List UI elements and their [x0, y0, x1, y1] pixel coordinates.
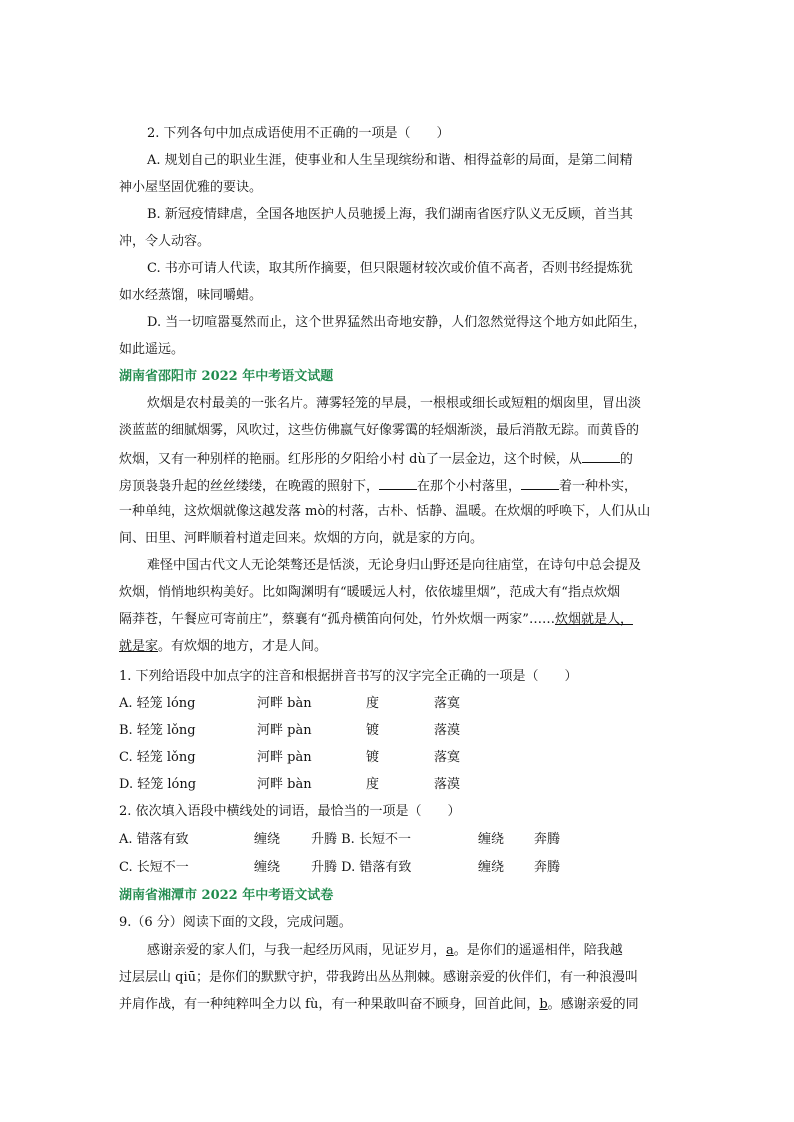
q1-option-c-col4: 落寞	[434, 750, 461, 765]
passage-line1-text: 感谢亲爱的家人们，与我一起经历风雨，见证岁月，	[147, 943, 447, 958]
option-d-line1: D. 当一切喧嚣戛然而止，这个世界猛然出奇地安静，人们忽然觉得这个地方如此陌生，	[147, 315, 647, 330]
q1-option-a-col2: 河畔 bàn	[257, 696, 312, 711]
q1-option-c-col3: 镀	[366, 750, 380, 765]
paragraph1-line4	[119, 477, 637, 495]
paragraph1-line5: 一种单纯，这炊烟就像这越发落 mò的村落，古朴、恬静、温暖。在炊烟的呼唤下，人们从山	[119, 504, 651, 519]
fill-blank-3	[521, 477, 559, 490]
q1-option-c-col1: C. 轻笼 lǒng	[119, 750, 196, 765]
q2-row2-c: 升腾 D. 错落有致	[311, 860, 412, 875]
q1-option-d-col4: 落漠	[434, 777, 461, 792]
paragraph2-line2: 炊烟，悄悄地织构美好。比如陶渊明有“暖暖远人村，依依墟里烟”，范成大有“指点炊烟	[119, 585, 620, 600]
q2-row2-b: 缠绕	[254, 860, 281, 875]
passage-line3-text: 并肩作战，有一种纯粹叫全力以 fù，有一种果敢叫奋不顾身，回首此间，	[119, 997, 540, 1012]
q1-option-b-col2: 河畔 pàn	[257, 723, 312, 738]
paragraph1-line4-text-a: 房顶袅袅升起的丝丝缕缕，在晚霞的照射下，	[119, 479, 380, 494]
q2-row1-d: 缠绕	[478, 832, 505, 847]
question-2-stem: 2. 下列各句中加点成语使用不正确的一项是（ ）	[147, 126, 450, 141]
option-d-line2: 如此遥远。	[119, 342, 185, 357]
question-9-stem: 9.（6 分）阅读下面的文段，完成问题。	[119, 915, 352, 930]
paragraph1-line6: 间、田里、河畔顺着村道走回来。炊烟的方向，就是家的方向。	[119, 531, 484, 546]
paragraph2-line3-text: 隔莽苍，午餐应可寄前庄”，蔡襄有“孤舟横笛向何处，竹外炊烟一两家”……	[119, 612, 555, 627]
option-c-line2: 如水经蒸馏，味同嚼蜡。	[119, 288, 263, 303]
q1-option-d-col2: 河畔 bàn	[257, 777, 312, 792]
q2-row1-e: 奔腾	[534, 832, 561, 847]
blank-label-a: a	[446, 943, 454, 958]
passage-line2: 过层层山 qiū；是你们的默默守护，带我跨出丛丛荆棘。感谢亲爱的伙伴们，有一种浪漫叫	[119, 970, 638, 985]
q2-row1-b: 缠绕	[254, 832, 281, 847]
section-heading-shaoyang: 湖南省邵阳市 2022 年中考语文试题	[119, 369, 334, 384]
paragraph1-line3-text: 炊烟，又有一种别样的艳丽。红彤彤的夕阳给小村 dù了一层金边，这个时候，从	[119, 452, 582, 467]
q1-option-d-col3: 度	[366, 777, 380, 792]
option-a-line1: A. 规划自己的职业生涯，使事业和人生呈现缤纷和谐、相得益彰的局面，是第二间精	[147, 153, 633, 168]
q2-row2-a: C. 长短不一	[119, 860, 189, 875]
paragraph1-line2: 淡蓝蓝的细腻烟雾，风吹过，这些仿佛嬴气好像雾霭的轻烟渐淡，最后消散无踪。而黄昏的	[119, 423, 640, 438]
paragraph1-line1: 炊烟是农村最美的一张名片。薄雾轻笼的早晨，一根根或细长或短粗的烟囱里，冒出淡	[147, 396, 642, 411]
question-2b-stem: 2. 依次填入语段中横线处的词语，最恰当的一项是（ ）	[119, 804, 461, 819]
passage-line1	[147, 943, 623, 959]
q1-option-a-col3: 度	[366, 696, 380, 711]
question-1-stem: 1. 下列给语段中加点字的注音和根据拼音书写的汉字完全正确的一项是（ ）	[119, 669, 578, 684]
blank-label-b: b	[539, 997, 548, 1012]
paragraph2-line4-text: 。有炊烟的地方，才是人间。	[158, 639, 328, 654]
fill-blank-1	[582, 450, 620, 463]
option-b-line1: B. 新冠疫情肆虐，全国各地医护人员驰援上海，我们湖南省医疗队义无反顾，首当其	[147, 207, 633, 222]
q2-row2-e: 奔腾	[534, 860, 561, 875]
option-b-line2: 冲，令人动容。	[119, 234, 211, 249]
section-heading-xiangtan: 湖南省湘潭市 2022 年中考语文试卷	[119, 888, 334, 903]
passage-line3-tail: 。感谢亲爱的同	[547, 997, 639, 1012]
underlined-sentence-part1: 炊烟就是人，	[554, 612, 633, 627]
q1-option-a-col4: 落寞	[434, 696, 461, 711]
fill-blank-2	[379, 477, 417, 490]
passage-line3	[119, 997, 639, 1013]
q2-row1-a: A. 错落有致	[119, 832, 189, 847]
paragraph1-line4-text-b: 在那个小村落里，	[417, 479, 522, 494]
paragraph2-line1: 难怪中国古代文人无论桀骜还是恬淡，无论身归山野还是向往庙堂，在诗句中总会提及	[147, 558, 642, 573]
q1-option-b-col4: 落漠	[434, 723, 461, 738]
paragraph2-line3	[119, 612, 633, 628]
underlined-sentence-part2: 就是家	[119, 639, 159, 654]
q1-option-a-col1: A. 轻笼 lóng	[119, 696, 196, 711]
option-a-line2: 神小屋坚固优雅的要诀。	[119, 180, 263, 195]
q2-row2-d: 缠绕	[478, 860, 505, 875]
q1-option-b-col1: B. 轻笼 lǒng	[119, 723, 196, 738]
passage-line1-tail: 。是你们的遥遥相伴，陪我越	[453, 943, 623, 958]
paragraph1-line3	[119, 450, 633, 468]
q1-option-d-col1: D. 轻笼 lóng	[119, 777, 197, 792]
option-c-line1: C. 书亦可请人代读，取其所作摘要，但只限题材较次或价值不高者，否则书经提炼犹	[147, 261, 633, 276]
paragraph2-line4	[119, 639, 327, 655]
paragraph1-line3-tail: 的	[619, 452, 633, 467]
q1-option-b-col3: 镀	[366, 723, 380, 738]
q1-option-c-col2: 河畔 pàn	[257, 750, 312, 765]
q2-row1-c: 升腾 B. 长短不一	[311, 832, 411, 847]
paragraph1-line4-text-c: 着一种朴实，	[559, 479, 638, 494]
